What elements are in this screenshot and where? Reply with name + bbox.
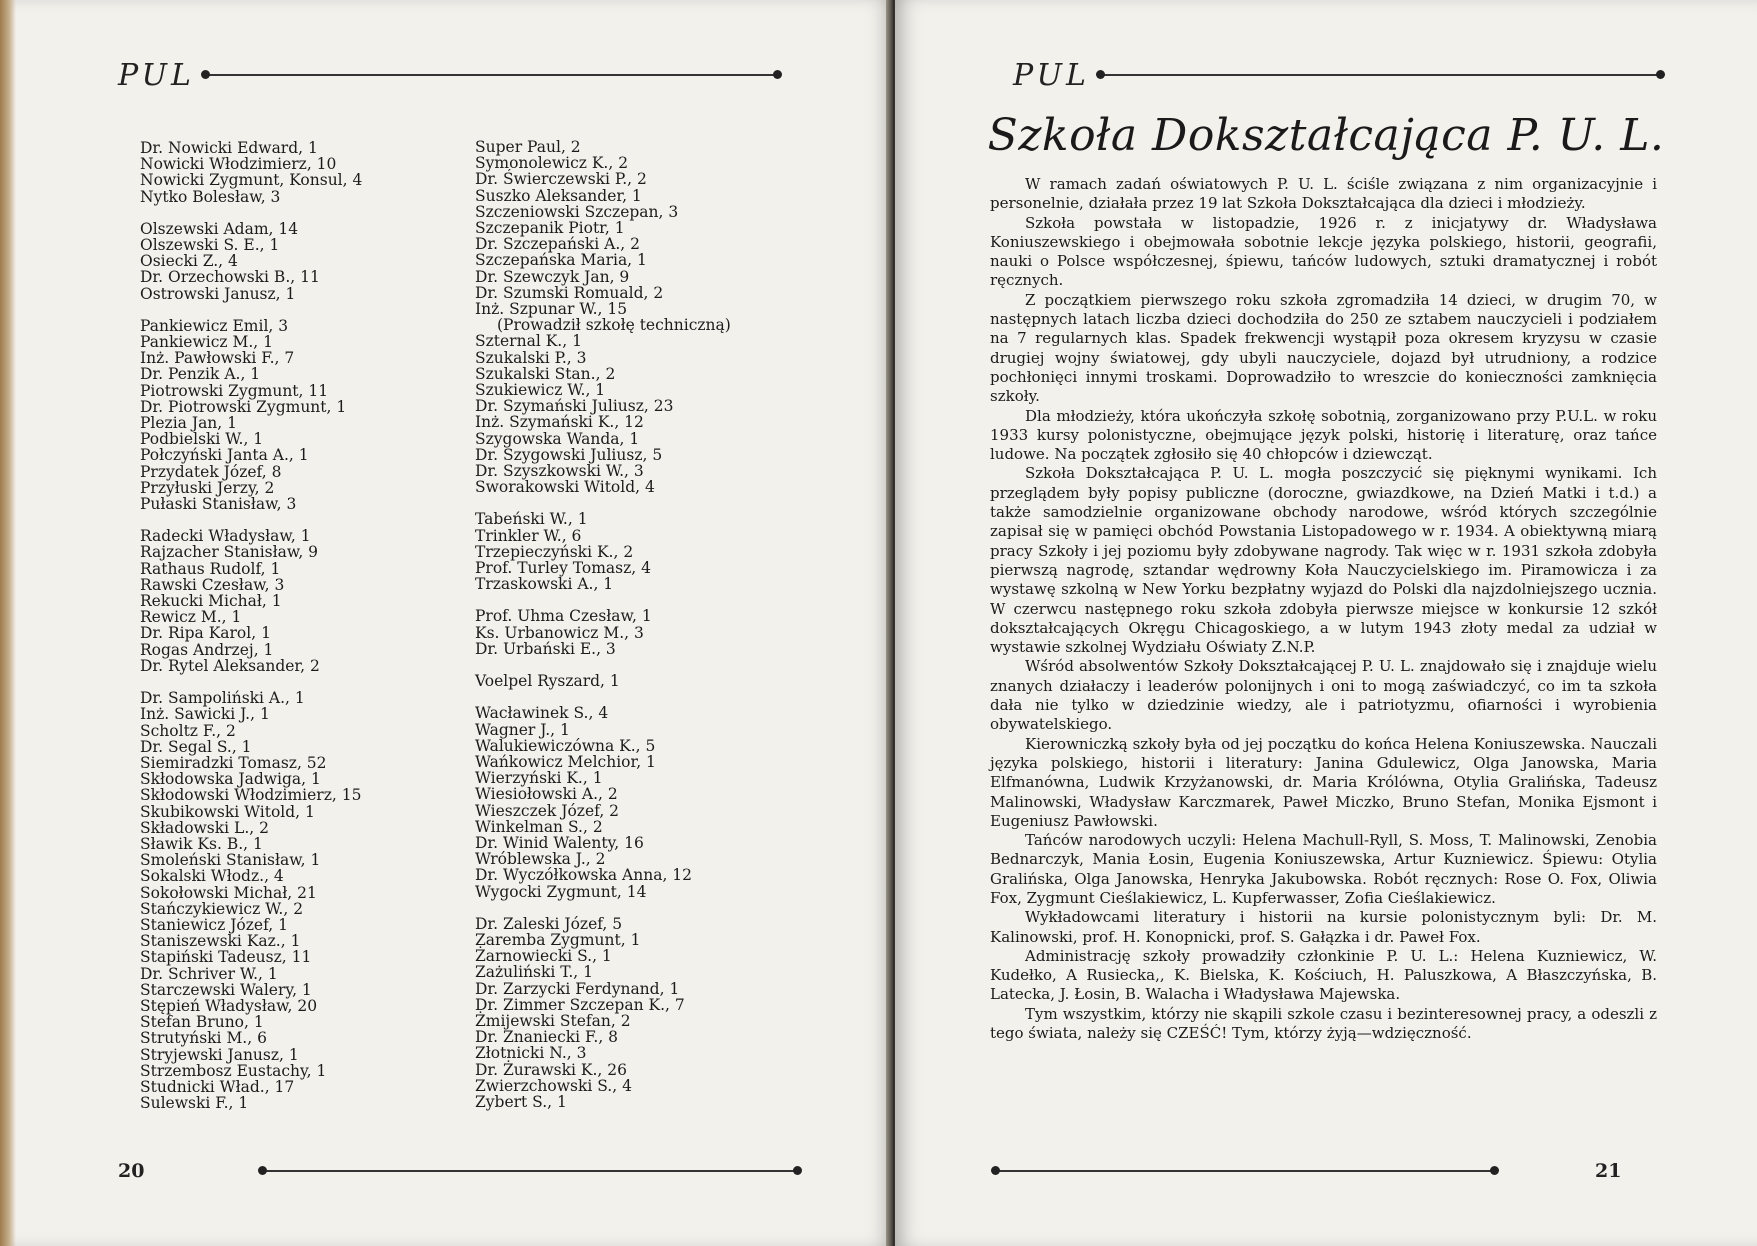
list-item: Dr. Szczepański A., 2 [475, 235, 641, 254]
name-list-column-2 [475, 139, 731, 1110]
list-item: Rogas Andrzej, 1 [140, 640, 274, 659]
list-item: Wańkowicz Melchior, 1 [475, 752, 656, 771]
list-item: Rawski Czesław, 3 [140, 575, 285, 594]
list-item: Trzepieczyński K., 2 [475, 542, 634, 561]
list-item: Żarnowiecki S., 1 [475, 947, 612, 966]
list-item: Dr. Znaniecki F., 8 [475, 1028, 619, 1047]
list-item: (Prowadził szkołę techniczną) [497, 316, 731, 335]
list-item: Prof. Turley Tomasz, 4 [475, 559, 651, 578]
list-item: Pułaski Stanisław, 3 [140, 495, 297, 514]
list-item: Dr. Szymański Juliusz, 23 [475, 397, 674, 416]
list-item: Złotnicki N., 3 [475, 1044, 587, 1063]
list-item: Dr. Ripa Karol, 1 [140, 624, 271, 643]
page-number: 20 [118, 1160, 145, 1182]
list-item: Podbielski W., 1 [140, 430, 264, 449]
page-number: 21 [1595, 1160, 1622, 1182]
list-item: Stańczykiewicz W., 2 [140, 899, 304, 918]
list-item: Wierzyński K., 1 [475, 769, 603, 788]
list-item: Dr. Zimmer Szczepan K., 7 [475, 995, 685, 1014]
name-list-column-1 [140, 140, 362, 1111]
list-item: Stapiński Tadeusz, 11 [140, 948, 312, 967]
list-item: Dr. Szumski Romuald, 2 [475, 283, 664, 302]
list-item: Stępień Władysław, 20 [140, 996, 318, 1015]
list-item: Smoleński Stanisław, 1 [140, 851, 321, 870]
list-item: Super Paul, 2 [475, 138, 581, 156]
list-item: Składowski L., 2 [140, 818, 269, 837]
list-item: Rekucki Michał, 1 [140, 592, 282, 611]
list-item: Szczepańska Maria, 1 [475, 251, 647, 270]
list-item: Wygocki Zygmunt, 14 [475, 882, 647, 901]
list-item: Wróblewska J., 2 [475, 850, 606, 869]
list-item: Scholtz F., 2 [140, 721, 236, 740]
list-item: Połczyński Janta A., 1 [140, 446, 309, 465]
list-item: Nytko Bolesław, 3 [140, 187, 281, 206]
list-item: Dr. Żurawski K., 26 [475, 1060, 627, 1079]
list-item: Nowicki Włodzimierz, 10 [140, 155, 337, 174]
list-item: Ks. Urbanowicz M., 3 [475, 623, 644, 642]
list-item: Wagner J., 1 [475, 720, 570, 739]
list-item: Ostrowski Janusz, 1 [140, 284, 296, 303]
list-gap [475, 689, 731, 705]
list-item: Sławik Ks. B., 1 [140, 834, 263, 853]
list-item: Siemiradzki Tomasz, 52 [140, 753, 327, 772]
header-rule [205, 74, 778, 76]
list-item: Szczeniowski Szczepan, 3 [475, 202, 679, 221]
list-item: Suszko Aleksander, 1 [475, 186, 642, 205]
list-gap [140, 674, 362, 690]
list-item: Nowicki Zygmunt, Konsul, 4 [140, 171, 363, 190]
list-item: Inż. Pawłowski F., 7 [140, 349, 295, 368]
page-footer [995, 1156, 1675, 1186]
list-item: Dr. Świerczewski P., 2 [475, 170, 647, 189]
list-item: Szternal K., 1 [475, 332, 582, 351]
list-item: Stefan Bruno, 1 [140, 1013, 264, 1032]
list-item: Strutyński M., 6 [140, 1029, 267, 1048]
paragraph: Tańców narodowych uczyli: Helena Machull-Ryll, S. Moss, T. Malinowski, Zenobia Bednarczyk, Mania Łosin, Eugenia Koniuszewska, Artur Kuzniewicz. Śpiewu: Otylia Gralińska, Olga Janowska, Henryka Jakubowska. Robót ręcznych: Rose O. Fox, Oliwia Fox, Zygmunt Cieślakiewicz, L. Kupferwasser, Zofia Cieślakiewicz. [990, 831, 1657, 907]
footer-rule [262, 1170, 798, 1172]
list-gap [475, 495, 731, 511]
pul-logo: PUL [1013, 57, 1090, 93]
list-item: Sokołowski Michał, 21 [140, 883, 317, 902]
list-item: Starczewski Walery, 1 [140, 980, 312, 999]
list-item: Dr. Zaleski Józef, 5 [475, 914, 623, 933]
list-item: Rathaus Rudolf, 1 [140, 559, 281, 578]
list-item: Dr. Segal S., 1 [140, 737, 252, 756]
list-item: Szczepanik Piotr, 1 [475, 219, 625, 238]
list-item: Strzembosz Eustachy, 1 [140, 1061, 327, 1080]
list-gap [140, 205, 362, 221]
article-body [990, 175, 1657, 1043]
list-item: Tabeński W., 1 [475, 510, 588, 529]
list-item: Zażuliński T., 1 [475, 963, 593, 982]
list-item: Dr. Szyszkowski W., 3 [475, 462, 644, 481]
list-item: Dr. Penzik A., 1 [140, 365, 261, 384]
list-item: Przydatek Józef, 8 [140, 462, 282, 481]
list-item: Dr. Urbański E., 3 [475, 639, 616, 658]
paragraph: Kierowniczką szkoły była od jej początku do końca Helena Koniuszewska. Nauczali języka polskiego, historii i literatury: Janina Gdulewicz, Olga Janowska, Maria Elfmanówna, Ludwik Krzyżanowski, dr. Maria Królówna, Otylia Gralińska, Tadeusz Malinowski, Władysław Karczmarek, Paweł Miczko, Bruno Stefan, Monika Ejsmont i Eugeniusz Pawłowski. [990, 734, 1657, 830]
paragraph: W ramach zadań oświatowych P. U. L. ściśle związana z nim organizacyjnie i personelnie, działała przez 19 lat Szkoła Dokształcająca dla dzieci i młodzieży. [990, 175, 1657, 213]
list-item: Zaremba Zygmunt, 1 [475, 930, 641, 949]
paragraph: Dla młodzieży, która ukończyła szkołę sobotnią, zorganizowano przy P.U.L. w roku 1933 kursy polonistyczne, obejmujące język polski, historię i literaturę, oraz tańce ludowe. Na początek zgłosiło się 40 chłopców i dziewcząt. [990, 406, 1657, 464]
list-item: Olszewski Adam, 14 [140, 219, 299, 238]
list-item: Dr. Zarzycki Ferdynand, 1 [475, 979, 680, 998]
paragraph: Szkoła Dokształcająca P. U. L. mogła poszczycić się pięknymi wynikami. Ich przeglądem były popisy publiczne (doroczne, gwiazdkowe, na Dzień Matki i t.d.) a także samodzielnie organizowane obchody narodowe, wśród których szczególnie zapisał się w pamięci obchód Powstania Listopadowego w r. 1934. A obiektywną miarą pracy Szkoły i jej poziomu były zdobywane nagrody. Tak więc w r. 1931 szkoła zdobyła pierwszą nagrodę, sztandar wędrowny Koła Nauczycielskiego im. Piramowicza i za wystawę szkolną w New Yorku bezpłatny wyjazd do Polski dla najzdolniejszego ucznia. W czerwcu następnego roku szkoła zdobyła pierwsze miejsce w konkursie 12 szkół dokształcających Okręgu Chicagoskiego, a w lutym 1943 złoty medal za udział w wystawie szkolnej Wydziału Oświaty Z.N.P. [990, 464, 1657, 657]
list-item: Staniewicz Józef, 1 [140, 915, 288, 934]
list-item: Olszewski S. E., 1 [140, 236, 280, 255]
list-item: Sworakowski Witold, 4 [475, 478, 655, 497]
right-page [895, 0, 1757, 1246]
list-item: Symonolewicz K., 2 [475, 154, 629, 173]
list-gap [140, 302, 362, 318]
list-item: Rajzacher Stanisław, 9 [140, 543, 319, 562]
footer-rule [995, 1170, 1495, 1172]
list-item: Studnicki Wład., 17 [140, 1077, 295, 1096]
header-rule [1100, 74, 1661, 76]
page-footer [118, 1156, 798, 1186]
list-item: Żmijewski Stefan, 2 [475, 1011, 631, 1030]
list-item: Pankiewicz Emil, 3 [140, 316, 289, 335]
paragraph: Wśród absolwentów Szkoły Dokształcającej P. U. L. znajdowało się i znajduje wielu znanych działaczy i leaderów polonijnych i oni to mogą zaświadczyć, co im ta szkoła dała nie tylko w dziedzinie wiedzy, ale i patriotyzmu, ofiarności i wyrobienia obywatelskiego. [990, 657, 1657, 734]
list-item: Staniszewski Kaz., 1 [140, 932, 301, 951]
list-item: Radecki Władysław, 1 [140, 527, 311, 546]
list-item: Stryjewski Janusz, 1 [140, 1045, 299, 1064]
list-item: Zwierzchowski S., 4 [475, 1076, 632, 1095]
list-item: Zybert S., 1 [475, 1092, 567, 1111]
pul-logo: PUL [118, 57, 195, 93]
list-item: Szukiewicz W., 1 [475, 381, 606, 400]
list-item: Dr. Nowicki Edward, 1 [140, 139, 318, 157]
page-header [1013, 55, 1661, 95]
list-item: Dr. Orzechowski B., 11 [140, 268, 320, 287]
list-item: Skłodowski Włodzimierz, 15 [140, 786, 362, 805]
list-item: Dr. Schriver W., 1 [140, 964, 278, 983]
list-item: Wiesiołowski A., 2 [475, 785, 618, 804]
paragraph: Administrację szkoły prowadziły członkinie P. U. L.: Helena Kuzniewicz, W. Kudełko, A Rusiecka,, K. Bielska, K. Kościuch, H. Paluszkowa, A Błaszczyńska, B. Latecka, J. Łosin, B. Walacha i Władysława Majewska. [990, 946, 1657, 1004]
article-title: Szkoła Dokształcająca P. U. L. [987, 110, 1665, 161]
list-gap [475, 657, 731, 673]
list-item: Wacławinek S., 4 [475, 704, 609, 723]
list-item: Wieszczek Józef, 2 [475, 801, 620, 820]
list-item: Pankiewicz M., 1 [140, 333, 273, 352]
list-item: Osiecki Z., 4 [140, 252, 238, 271]
list-item: Inż. Sawicki J., 1 [140, 705, 270, 724]
list-item: Sokalski Włodz., 4 [140, 867, 284, 886]
paragraph: Szkoła powstała w listopadzie, 1926 r. z inicjatywy dr. Władysława Koniuszewskiego i obejmowała sobotnie lekcje języka polskiego, historii, geografii, nauki o Polsce współczesnej, śpiewu, tańców ludowych, sztuki dramatycznej i robót ręcznych. [990, 213, 1657, 290]
list-item: Dr. Szewczyk Jan, 9 [475, 267, 630, 286]
list-gap [475, 900, 731, 916]
list-item: Winkelman S., 2 [475, 817, 603, 836]
list-item: Plezia Jan, 1 [140, 414, 238, 433]
list-gap [475, 592, 731, 608]
list-item: Dr. Sampoliński A., 1 [140, 689, 305, 708]
list-item: Przyłuski Jerzy, 2 [140, 478, 275, 497]
paragraph: Z początkiem pierwszego roku szkoła zgromadziła 14 dzieci, w drugim 70, w następnych latach liczba dzieci dochodziła do 250 ze sztabem nauczycieli i podziałem na 7 regularnych klas. Spadek frekwencji wystąpił poza okresem kryzysu w czasie drugiej wojny światowej, gdy ubyli nauczyciele, dojazd był utrudniony, a rodzice pochłonięci innymi troskami. Doprowadziło to wreszcie do konieczności zamknięcia szkoły. [990, 290, 1657, 406]
list-item: Rewicz M., 1 [140, 608, 242, 627]
list-item: Sulewski F., 1 [140, 1094, 249, 1113]
list-item: Skłodowska Jadwiga, 1 [140, 770, 321, 789]
list-item: Szygowska Wanda, 1 [475, 429, 640, 448]
list-item: Walukiewiczówna K., 5 [475, 736, 656, 755]
list-gap [140, 512, 362, 528]
paragraph: Wykładowcami literatury i historii na kursie polonistycznym byli: Dr. M. Kalinowski, prof. H. Konopnicki, prof. S. Gałązka i dr. Paweł Fox. [990, 908, 1657, 946]
list-item: Dr. Piotrowski Zygmunt, 1 [140, 397, 347, 416]
list-item: Voelpel Ryszard, 1 [475, 672, 620, 691]
list-item: Szukalski P., 3 [475, 348, 587, 367]
list-item: Dr. Winid Walenty, 16 [475, 833, 644, 852]
list-item: Szukalski Stan., 2 [475, 364, 616, 383]
list-item: Prof. Uhma Czesław, 1 [475, 607, 652, 626]
list-item: Dr. Wyczółkowska Anna, 12 [475, 866, 693, 885]
list-item: Dr. Szygowski Juliusz, 5 [475, 445, 663, 464]
paragraph: Tym wszystkim, którzy nie skąpili szkole czasu i bezinteresownej pracy, a odeszli z tego świata, należy się CZEŚĆ! Tym, którzy żyją—wdzięczność. [990, 1004, 1657, 1043]
list-item: Skubikowski Witold, 1 [140, 802, 315, 821]
list-item: Inż. Szpunar W., 15 [475, 300, 628, 319]
page-edge [0, 0, 16, 1246]
list-item: Trinkler W., 6 [475, 526, 582, 545]
list-item: Piotrowski Zygmunt, 11 [140, 381, 329, 400]
list-item: Inż. Szymański K., 12 [475, 413, 644, 432]
list-item: Dr. Rytel Aleksander, 2 [140, 656, 320, 675]
page-header [118, 55, 778, 95]
list-item: Trzaskowski A., 1 [475, 575, 614, 594]
